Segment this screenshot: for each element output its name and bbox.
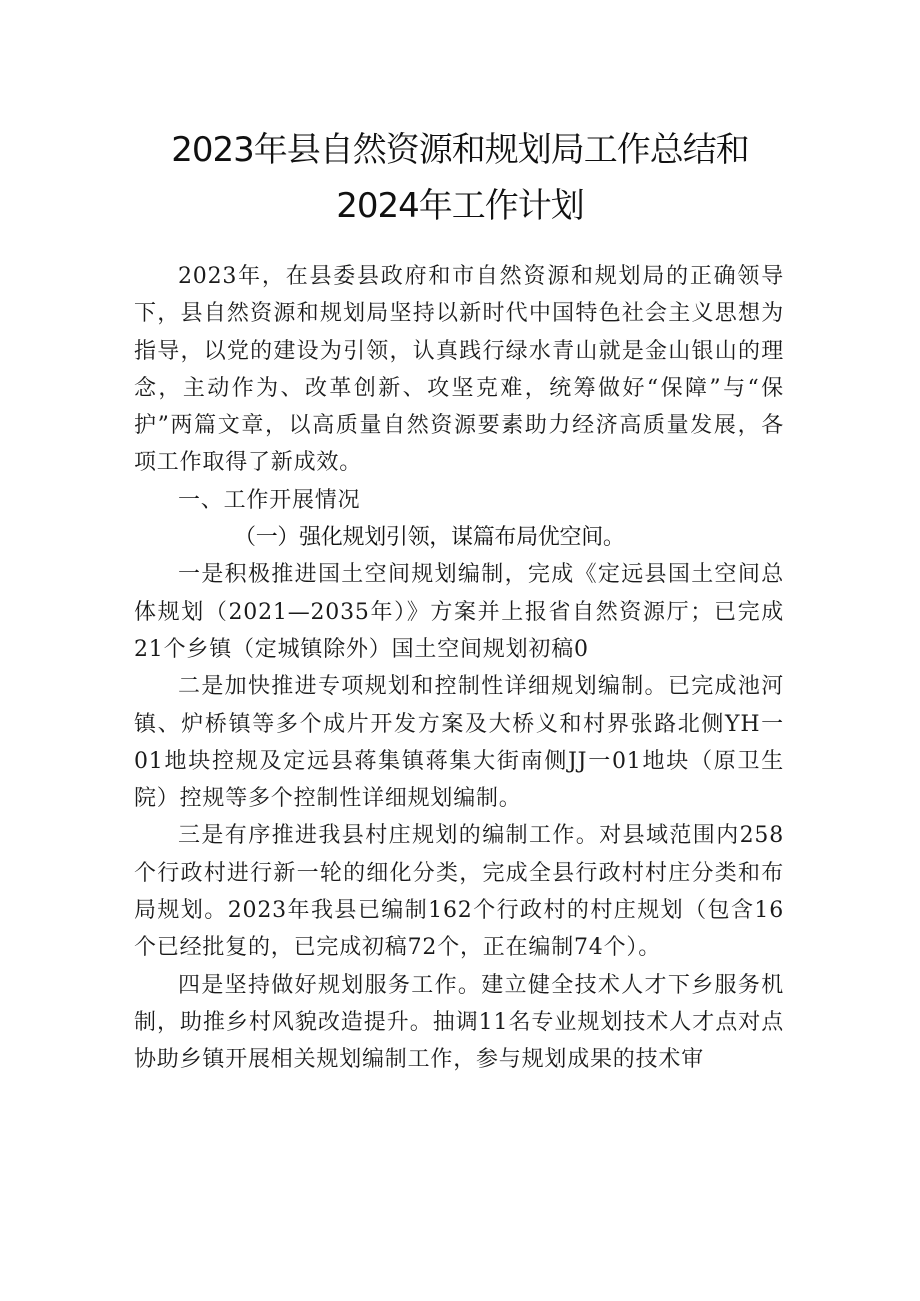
- subsection-heading: （一）强化规划引领，谋篇布局优空间。: [234, 525, 625, 551]
- document-title-line-2: 2024年工作计划: [336, 186, 584, 226]
- document-body: [134, 258, 784, 1079]
- document-title-line-1: 2023年县自然资源和规划局工作总结和: [171, 130, 749, 170]
- item-paragraph-3: 三是有序推进我县村庄规划的编制工作。对县域范围内258个行政村进行新一轮的细化分类，完成全县行政村村庄分类和布局规划。2023年我县已编制162个行政村的村庄规划（包含16个已经批复的，已完成初稿72个，正在编制74个）。: [134, 823, 784, 961]
- item-paragraph-2: 二是加快推进专项规划和控制性详细规划编制。已完成池河镇、炉桥镇等多个成片开发方案及大桥义和村界张路北侧YH一01地块控规及定远县蒋集镇蒋集大街南侧JJ一01地块（原卫生院）控规等多个控制性详细规划编制。: [134, 674, 784, 812]
- section-heading: 一、工作开展情况: [178, 487, 361, 513]
- item-paragraph-1: 一是积极推进国土空间规划编制，完成《定远县国土空间总体规划（2021—2035年）》方案并上报省自然资源厅；已完成21个乡镇（定城镇除外）国土空间规划初稿0: [134, 562, 784, 662]
- intro-paragraph: 2023年，在县委县政府和市自然资源和规划局的正确领导下，县自然资源和规划局坚持以新时代中国特色社会主义思想为指导，以党的建设为引领，认真践行绿水青山就是金山银山的理念，主动作为、改革创新、攻坚克难，统筹做好“保障”与“保护”两篇文章，以高质量自然资源要素助力经济高质量发展，各项工作取得了新成效。: [134, 264, 784, 476]
- item-paragraph-4: 四是坚持做好规划服务工作。建立健全技术人才下乡服务机制，助推乡村风貌改造提升。抽调11名专业规划技术人才点对点协助乡镇开展相关规划编制工作，参与规划成果的技术审: [134, 972, 784, 1073]
